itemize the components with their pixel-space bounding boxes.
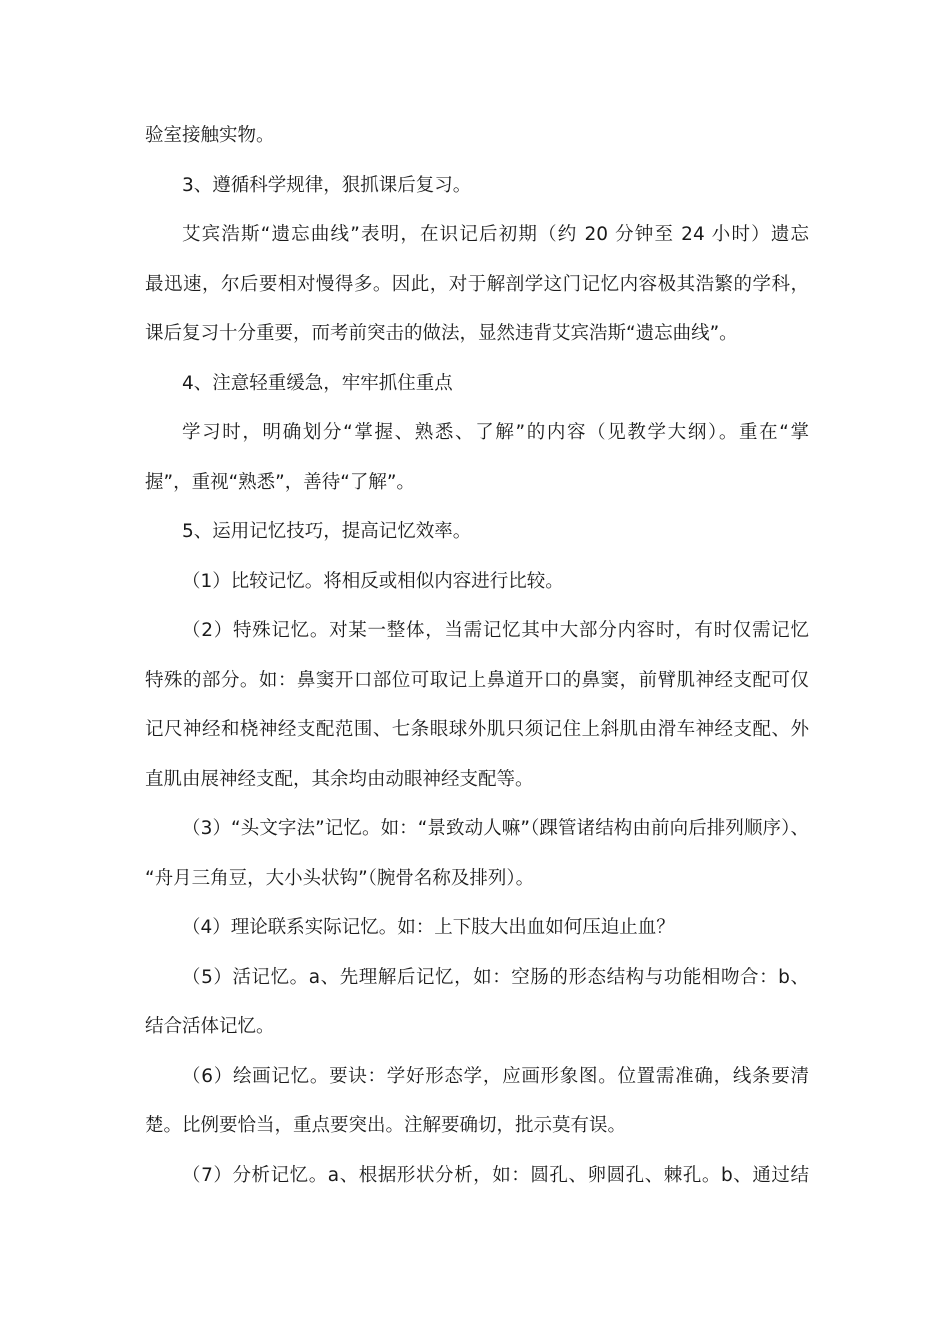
text-line: （5）活记忆。a、先理解后记忆，如：空肠的形态结构与功能相吻合：b、 [182, 966, 809, 988]
text-line: （7）分析记忆。a、根据形状分析，如：圆孔、卵圆孔、棘孔。b、通过结 [182, 1164, 809, 1186]
text-line: （3）“头文字法”记忆。如：“景致动人嘛”（踝管诸结构由前向后排列顺序）、 [182, 818, 809, 839]
body-text [145, 118, 809, 1207]
text-line: （1）比较记忆。将相反或相似内容进行比较。 [182, 570, 564, 592]
text-line: （2）特殊记忆。对某一整体，当需记忆其中大部分内容时，有时仅需记忆 [182, 620, 809, 641]
text-line: 直肌由展神经支配，其余均由动眼神经支配等。 [145, 768, 534, 790]
text-line: 学习时，明确划分“掌握、熟悉、了解”的内容（见教学大纲）。重在“掌 [182, 422, 809, 443]
text-line: 课后复习十分重要，而考前突击的做法，显然违背艾宾浩斯“遗忘曲线”。 [145, 323, 738, 344]
text-line: （6）绘画记忆。要诀：学好形态学，应画形象图。位置需准确，线条要清 [182, 1065, 809, 1087]
text-line: “舟月三角豆，大小头状钩”（腕骨名称及排列）。 [145, 867, 535, 889]
text-line: 最迅速，尔后要相对慢得多。因此，对于解剖学这门记忆内容极其浩繁的学科， [145, 273, 809, 295]
text-line: 验室接触实物。 [145, 125, 275, 146]
text-line: 4、注意轻重缓急，牢牢抓住重点 [182, 372, 453, 394]
text-line: 5、运用记忆技巧，提高记忆效率。 [182, 521, 472, 542]
text-line: 握”，重视“熟悉”，善待“了解”。 [145, 471, 415, 493]
text-line: 记尺神经和桡神经支配范围、七条眼球外肌只须记住上斜肌由滑车神经支配、外 [145, 719, 809, 740]
text-line: 结合活体记忆。 [145, 1016, 275, 1037]
text-line: 特殊的部分。如：鼻窦开口部位可取记上鼻道开口的鼻窦，前臂肌神经支配可仅 [145, 669, 809, 691]
text-line: 楚。比例要恰当，重点要突出。注解要确切，批示莫有误。 [145, 1115, 627, 1136]
text-line: 3、遵循科学规律，狠抓课后复习。 [182, 174, 472, 196]
text-line: 艾宾浩斯“遗忘曲线”表明，在识记后初期（约 20 分钟至 24 小时）遗忘 [182, 224, 809, 245]
text-line: （4）理论联系实际记忆。如：上下肢大出血如何压迫止血？ [182, 917, 675, 938]
